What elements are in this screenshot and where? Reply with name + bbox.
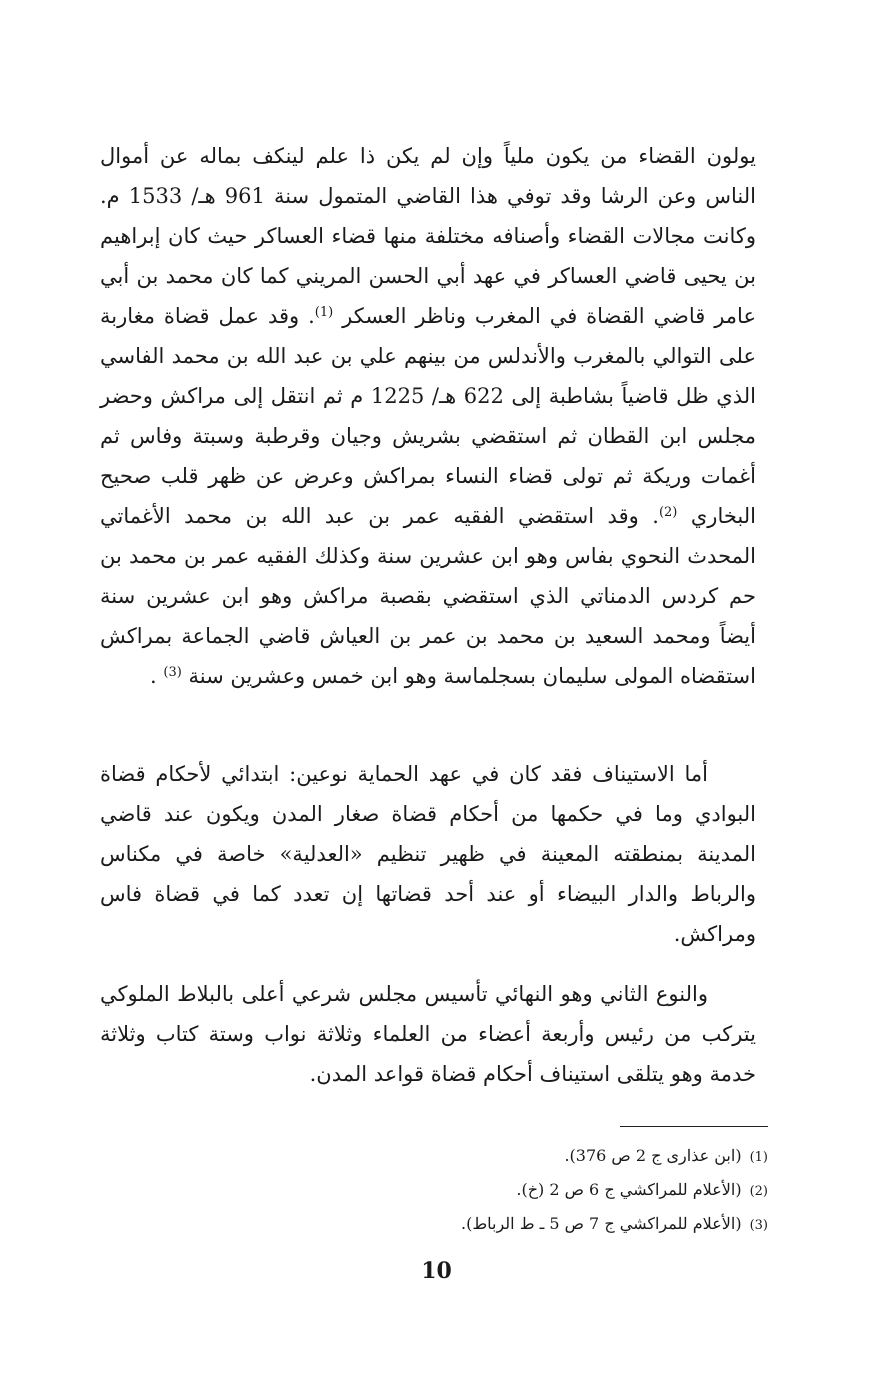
footnote-1 (380, 1140, 768, 1174)
paragraph-2: أما الاستيناف فقد كان في عهد الحماية نوعين: ابتدائي لأحكام قضاة البوادي وما في حكمها من أحكام قضاة صغار المدن ويكون عند قاضي المدينة بمنطقته المعينة في ظهير تنظيم «العدلية» خاصة في مكناس والرباط والدار البيضاء أو عند أحد قضاتها إن تعدد كما في قضاة فاس ومراكش. (100, 762, 756, 946)
footnotes (380, 1140, 768, 1242)
paragraph-1-text-b: . وقد عمل قضاة مغاربة على التوالي بالمغرب والأندلس من بينهم علي بن عبد الله بن محمد الفاسي الذي ظل قاضياً بشاطبة إلى 622 هـ/ 1225 م ثم انتقل إلى مراكش وحضر مجلس ابن القطان ثم استقضي بشريش وجيان وقرطبة وسبتة وفاس ثم أغمات وريكة ثم تولى قضاء النساء بمراكش وعرض عن ظهر قلب صحيح البخاري (100, 304, 757, 528)
footnote-number: (1) (749, 1150, 768, 1165)
footnote-ref-1: (1) (314, 305, 334, 320)
footnote-text: (ابن عذارى ج 2 ص 376). (564, 1146, 742, 1165)
footnote-3 (380, 1208, 768, 1242)
footnote-number: (3) (749, 1218, 768, 1233)
footnote-ref-2: (2) (658, 505, 678, 520)
footnote-2 (380, 1174, 768, 1208)
footnote-divider (620, 1126, 768, 1127)
paragraph-1-text-d: . (150, 664, 157, 688)
paragraph-1-text-c: . وقد استقضي الفقيه عمر بن عبد الله بن محمد الأغماتي المحدث النحوي بفاس وهو ابن عشرين سنة وكذلك الفقيه عمر بن محمد بن حم كردس الدمناتي الذي استقضي بقصبة مراكش وهو ابن عشرين سنة أيضاً ومحمد السعيد بن محمد بن عمر بن العياش قاضي الجماعة بمراكش استقضاه المولى سليمان بسجلماسة وهو ابن خمس وعشرين سنة (100, 504, 756, 688)
paragraph-1 (100, 136, 756, 696)
footnote-text: (الأعلام للمراكشي ج 6 ص 2 (خ). (516, 1180, 742, 1199)
footnote-number: (2) (749, 1184, 768, 1199)
footnote-text: (الأعلام للمراكشي ج 7 ص 5 ـ ط الرباط). (461, 1214, 742, 1233)
page-number: 10 (421, 1258, 452, 1284)
paragraph-1-text-a: يولون القضاء من يكون ملياً وإن لم يكن ذا علم لينكف بماله عن أموال الناس وعن الرشا وقد توفي هذا القاضي المتمول سنة 961 هـ/ 1533 م. وكانت مجالات القضاء وأصنافه مختلفة منها قضاء العساكر حيث كان إبراهيم بن يحيى قاضي العساكر في عهد أبي الحسن المريني كما كان محمد بن أبي عامر قاضي القضاة في المغرب وناظر العسكر (100, 144, 756, 328)
paragraph-3: والنوع الثاني وهو النهائي تأسيس مجلس شرعي أعلى بالبلاط الملوكي يتركب من رئيس وأربعة أعضاء من العلماء وثلاثة نواب وستة كتاب وثلاثة خدمة وهو يتلقى استيناف أحكام قضاة قواعد المدن. (100, 982, 756, 1086)
footnote-ref-3: (3) (163, 665, 182, 680)
